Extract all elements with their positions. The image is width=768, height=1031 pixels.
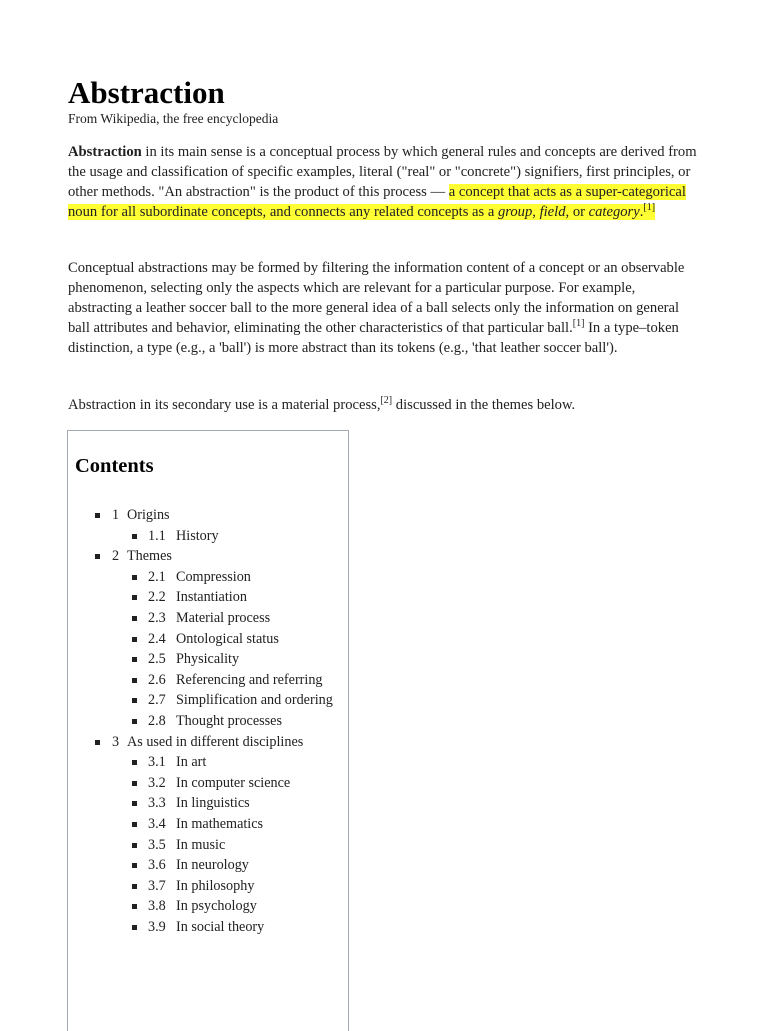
toc-item-number: 3.6 [148, 857, 166, 874]
table-of-contents [67, 430, 349, 1031]
toc-item[interactable] [68, 711, 348, 732]
toc-item-label[interactable]: Physicality [176, 651, 240, 668]
toc-item-number: 3 [112, 733, 120, 750]
toc-item-label[interactable]: Material process [176, 609, 271, 626]
toc-item-number: 2.4 [148, 630, 166, 647]
reference-link-1b[interactable]: [1] [572, 318, 585, 330]
secondary-text-a: Abstraction in its secondary use is a material process, [68, 397, 381, 413]
toc-item-label[interactable]: Simplification and ordering [176, 692, 333, 709]
conceptual-text-a: Conceptual abstractions may be formed by filtering the information content of a concept or an observable phenomenon, selecting only the aspects which are relevant for a particular purpose. For example, abstracting a leather soccer ball to the more general idea of a ball selects only the information on general ball attributes and behavior, eliminating the other characteristics of that particular ball. [68, 260, 685, 336]
highlight-text-main: a concept that acts as a super-categorical noun for all subordinate concepts, and connects any related concepts as a [68, 184, 686, 220]
toc-item-number: 2.1 [148, 568, 166, 585]
toc-item-number: 3.3 [148, 795, 166, 812]
toc-item-number: 3.4 [148, 815, 166, 832]
secondary-text-b: discussed in the themes below. [392, 397, 576, 413]
toc-item-number: 2.3 [148, 609, 166, 626]
bullet-icon [132, 678, 137, 683]
toc-item[interactable] [68, 690, 348, 711]
bullet-icon [132, 884, 137, 889]
toc-item-number: 3.5 [148, 836, 166, 853]
toc-item-number: 2.8 [148, 712, 166, 729]
toc-item-label[interactable]: Origins [127, 507, 170, 523]
toc-item-number: 3.8 [148, 898, 166, 915]
toc-item-label[interactable]: In art [176, 754, 207, 771]
toc-item[interactable] [68, 773, 348, 794]
bullet-icon [132, 843, 137, 848]
toc-item-label[interactable]: Themes [127, 548, 172, 565]
toc-list [68, 505, 348, 937]
toc-item-number: 3.2 [148, 774, 166, 791]
bullet-icon [95, 554, 100, 559]
bold-term: Abstraction [68, 144, 142, 160]
bullet-icon [132, 575, 137, 580]
intro-text: in its main sense is a conceptual process by which general rules and concepts are derived from the usage and classification of specific examples, literal ("real" or "concrete") signifiers, first principles, or other methods. "An abstraction" is the product of this process — [68, 144, 697, 200]
toc-item[interactable] [68, 629, 348, 650]
bullet-icon [132, 781, 137, 786]
bullet-icon [132, 801, 137, 806]
toc-item-label[interactable]: In psychology [176, 898, 257, 915]
toc-item[interactable] [68, 608, 348, 629]
bullet-icon [132, 616, 137, 621]
highlight-sep-1: , [532, 204, 540, 220]
bullet-icon [132, 637, 137, 642]
toc-item-label[interactable]: In music [176, 836, 226, 853]
toc-item[interactable] [68, 855, 348, 876]
bullet-icon [132, 719, 137, 724]
toc-item[interactable] [68, 835, 348, 856]
bullet-icon [132, 760, 137, 765]
highlight-sep-2: , or [565, 204, 589, 220]
toc-item[interactable] [68, 917, 348, 938]
secondary-use-paragraph [68, 395, 698, 415]
toc-item-label[interactable]: In neurology [176, 857, 249, 874]
toc-item-label[interactable]: As used in different disciplines [127, 733, 304, 750]
toc-item-label[interactable]: In social theory [176, 918, 265, 935]
toc-item-number: 2.7 [148, 692, 166, 709]
page-title: Abstraction [68, 75, 225, 110]
toc-item[interactable] [68, 814, 348, 835]
toc-item[interactable] [68, 505, 348, 526]
bullet-icon [132, 925, 137, 930]
toc-item-label[interactable]: Thought processes [176, 712, 282, 729]
link-category[interactable]: category [588, 204, 640, 220]
bullet-icon [132, 534, 137, 539]
toc-item-label[interactable]: In computer science [176, 774, 291, 791]
toc-item[interactable] [68, 546, 348, 567]
toc-item[interactable] [68, 587, 348, 608]
toc-item-number: 2.6 [148, 671, 166, 688]
toc-item-label[interactable]: In linguistics [176, 795, 250, 812]
toc-item-label[interactable]: In mathematics [176, 815, 264, 832]
toc-item-number: 3.7 [148, 877, 166, 894]
toc-item-number: 2.5 [148, 651, 166, 668]
toc-item-number: 2 [112, 548, 120, 565]
toc-item[interactable] [68, 793, 348, 814]
bullet-icon [132, 822, 137, 827]
toc-item-number: 1 [112, 507, 120, 523]
toc-item-label[interactable]: History [176, 527, 219, 544]
toc-item[interactable] [68, 567, 348, 588]
toc-item[interactable] [68, 732, 348, 753]
link-group[interactable]: group [497, 204, 533, 220]
conceptual-text-b: In a type–token distinction, a type (e.g., a 'ball') is more abstract than its tokens (e.g., 'that leather soccer ball'). [68, 320, 679, 356]
toc-item-label[interactable]: Instantiation [176, 589, 247, 606]
toc-title: Contents [75, 455, 154, 477]
highlight-end: . [639, 204, 644, 220]
page-tagline: From Wikipedia, the free encyclopedia [68, 111, 279, 126]
link-field[interactable]: field [539, 204, 566, 220]
reference-link-1[interactable]: [1] [643, 202, 656, 214]
toc-item-label[interactable]: Compression [176, 568, 251, 585]
conceptual-paragraph [68, 258, 698, 358]
toc-item-label[interactable]: Ontological status [176, 630, 279, 647]
toc-item[interactable] [68, 752, 348, 773]
bullet-icon [132, 904, 137, 909]
toc-item-number: 3.9 [148, 918, 166, 935]
toc-item[interactable] [68, 670, 348, 691]
bullet-icon [132, 657, 137, 662]
toc-item[interactable] [68, 649, 348, 670]
bullet-icon [132, 698, 137, 703]
bullet-icon [132, 863, 137, 868]
bullet-icon [95, 740, 100, 745]
toc-item[interactable] [68, 896, 348, 917]
intro-paragraph [68, 142, 698, 222]
toc-item-number: 3.1 [148, 754, 166, 771]
bullet-icon [132, 595, 137, 600]
bullet-icon [95, 513, 100, 518]
toc-item-number: 1.1 [148, 527, 166, 544]
toc-item-label[interactable]: Referencing and referring [176, 671, 323, 688]
toc-item[interactable] [68, 876, 348, 897]
toc-item-number: 2.2 [148, 589, 166, 606]
toc-item[interactable] [68, 526, 348, 547]
reference-link-2[interactable]: [2] [380, 395, 393, 407]
toc-item-label[interactable]: In philosophy [176, 877, 255, 894]
